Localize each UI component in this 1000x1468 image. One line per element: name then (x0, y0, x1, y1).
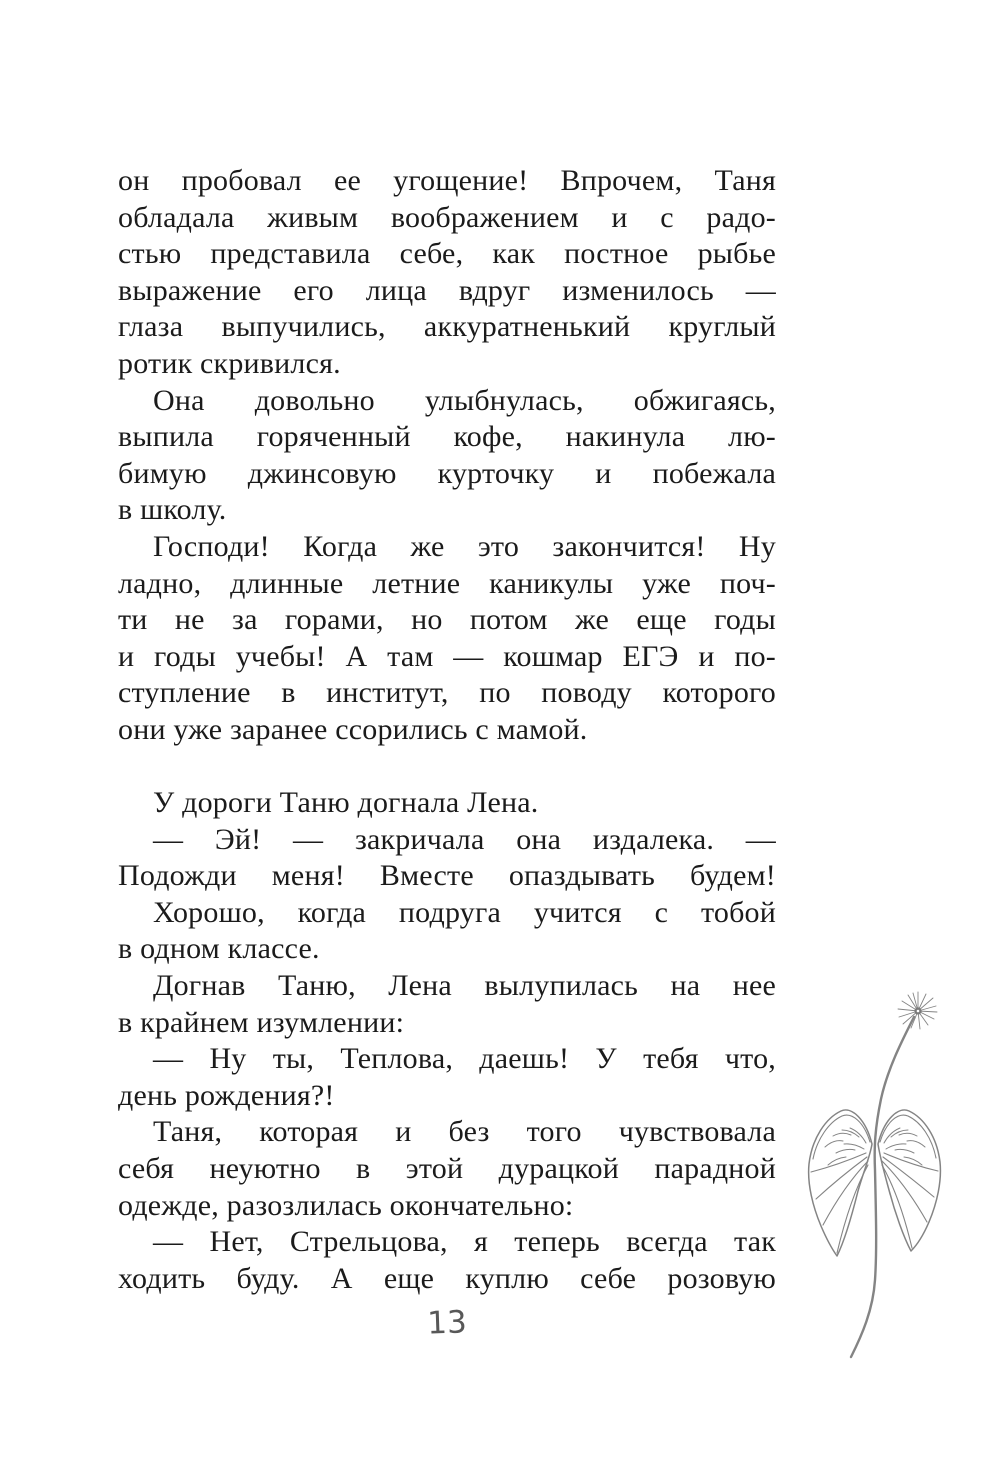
text-line: ступление в институт, по поводу которого (118, 676, 776, 710)
text-line: ротик скривился. (118, 346, 341, 380)
text-line: У дороги Таню догнала Лена. (153, 786, 539, 820)
text-line: — Ну ты, Теплова, даешь! У тебя что, (153, 1042, 776, 1076)
text-line: стью представила себе, как постное рыбье (118, 237, 776, 271)
text-line: ти не за горами, но потом же еще годы (118, 603, 776, 637)
text-line: Подожди меня! Вместе опаздывать будем! (118, 859, 776, 893)
text-line: они уже заранее ссорились с мамой. (118, 712, 588, 746)
text-line: Догнав Таню, Лена вылупилась на нее (153, 969, 776, 1003)
right-wing-icon (878, 1110, 940, 1251)
text-line: в крайнем изумлении: (118, 1005, 405, 1039)
text-line: ходить буду. А еще куплю себе розовую (118, 1261, 776, 1295)
text-line: Таня, которая и без того чувствовала (153, 1115, 776, 1149)
text-line: в одном классе. (118, 932, 320, 966)
text-line: глаза выпучились, аккуратненький круглый (118, 310, 776, 344)
text-line: выражение его лица вдруг изменилось — (118, 273, 776, 307)
sparkle-star-icon (898, 992, 937, 1029)
left-wing-icon (809, 1110, 872, 1256)
text-line: Она довольно улыбнулась, обжигаясь, (153, 383, 776, 417)
text-line: обладала живым воображением и с радо- (118, 200, 776, 234)
text-line: Господи! Когда же это закончится! Ну (153, 529, 776, 563)
text-line: — Эй! — закричала она издалека. — (153, 822, 776, 856)
text-line: и годы учебы! А там — кошмар ЕГЭ и по- (118, 639, 776, 673)
text-line: Хорошо, когда подруга учится с тобой (153, 895, 776, 929)
text-line: себя неуютно в этой дурацкой парадной (118, 1152, 776, 1186)
text-block (118, 163, 776, 1297)
text-line: выпила горяченный кофе, накинула лю- (118, 420, 776, 454)
text-line: бимую джинсовую курточку и побежала (118, 456, 776, 490)
text-line: ладно, длинные летние каникулы уже поч- (118, 566, 776, 600)
page-number: 13 (426, 1304, 468, 1342)
text-line: в школу. (118, 493, 227, 527)
text-line: день рождения?! (118, 1078, 335, 1112)
text-line: — Нет, Стрельцова, я теперь всегда так (153, 1225, 776, 1259)
text-line: он пробовал ее угощение! Впрочем, Таня (118, 164, 776, 197)
text-line: одежде, разозлилась окончательно: (118, 1188, 574, 1222)
angel-wings-illustration (790, 985, 985, 1363)
